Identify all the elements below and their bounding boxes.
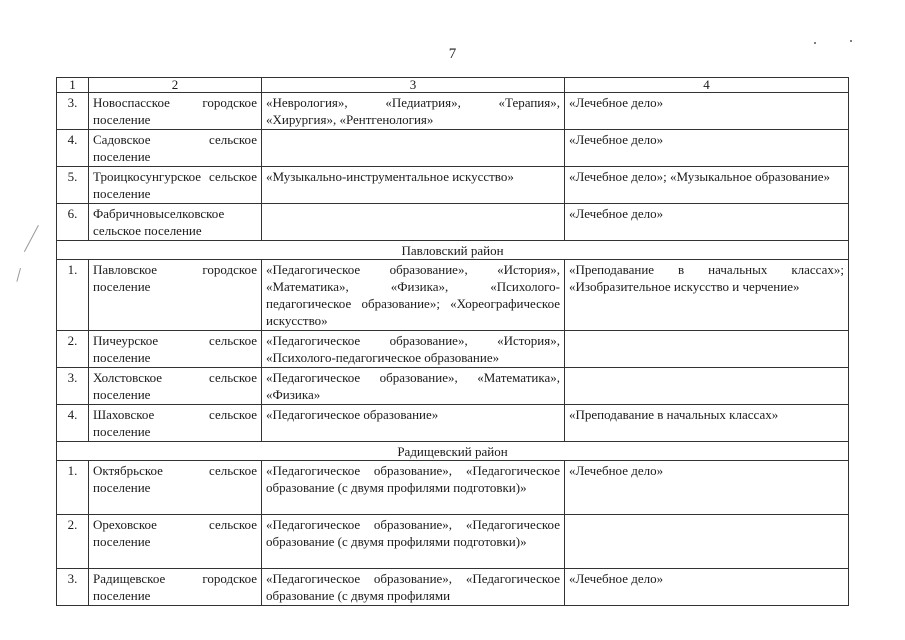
specialties-col4: «Лечебное дело»: [565, 130, 849, 167]
table-row: [57, 515, 849, 569]
settlement-name: Радищевское городское поселение: [89, 569, 262, 606]
row-number: 4.: [57, 130, 89, 167]
settlement-name: Троицкосунгурское сельское поселение: [89, 167, 262, 204]
specialties-col4: [565, 515, 849, 569]
specialties-col3: «Музыкально-инструментальное искусство»: [262, 167, 565, 204]
specialties-col4: «Лечебное дело»: [565, 93, 849, 130]
row-number: 4.: [57, 405, 89, 442]
specialties-col3: «Педагогическое образование», «Педагогическое образование (с двумя профилями подготовки)»: [262, 515, 565, 569]
table-row: [57, 569, 849, 606]
specialties-col3: «Педагогическое образование», «История», «Математика», «Физика», «Психолого-педагогическое образование»; «Хореографическое искусство»: [262, 260, 565, 331]
settlements-table: [56, 77, 849, 606]
column-header-2: 2: [89, 78, 262, 93]
table-body: [57, 78, 849, 606]
settlement-name: Холстовское сельское поселение: [89, 368, 262, 405]
table-row: [57, 204, 849, 241]
settlement-name: Октябрьское сельское поселение: [89, 461, 262, 515]
specialties-col4: «Преподавание в начальных классах»: [565, 405, 849, 442]
header-row: [57, 78, 849, 93]
settlement-name: Фабричновыселковское сельское поселение: [89, 204, 262, 241]
scan-speck: [814, 42, 816, 44]
table-row: [57, 260, 849, 331]
specialties-col4: «Лечебное дело»: [565, 461, 849, 515]
row-number: 6.: [57, 204, 89, 241]
table-row: [57, 93, 849, 130]
specialties-col3: «Педагогическое образование», «Математика», «Физика»: [262, 368, 565, 405]
table-row: [57, 167, 849, 204]
specialties-col3: «Педагогическое образование», «Педагогическое образование (с двумя профилями: [262, 569, 565, 606]
specialties-col4: [565, 331, 849, 368]
row-number: 3.: [57, 368, 89, 405]
district-row: [57, 442, 849, 461]
settlement-name: Ореховское сельское поселение: [89, 515, 262, 569]
row-number: 1.: [57, 260, 89, 331]
settlement-name: Пичеурское сельское поселение: [89, 331, 262, 368]
specialties-col4: «Лечебное дело»: [565, 569, 849, 606]
page-number: 7: [448, 46, 457, 62]
district-row: [57, 241, 849, 260]
district-heading: Павловский район: [57, 241, 849, 260]
specialties-col4: «Преподавание в начальных классах»; «Изобразительное искусство и черчение»: [565, 260, 849, 331]
scan-mark: [16, 268, 21, 282]
specialties-col3: [262, 204, 565, 241]
row-number: 1.: [57, 461, 89, 515]
table-row: [57, 130, 849, 167]
specialties-col3: «Педагогическое образование», «Педагогическое образование (с двумя профилями подготовки)»: [262, 461, 565, 515]
row-number: 3.: [57, 569, 89, 606]
column-header-1: 1: [57, 78, 89, 93]
column-header-4: 4: [565, 78, 849, 93]
specialties-col4: «Лечебное дело»: [565, 204, 849, 241]
specialties-col3: «Педагогическое образование», «История», «Психолого-педагогическое образование»: [262, 331, 565, 368]
settlement-name: Садовское сельское поселение: [89, 130, 262, 167]
table-row: [57, 331, 849, 368]
scan-speck: [850, 40, 852, 42]
settlement-name: Павловское городское поселение: [89, 260, 262, 331]
settlement-name: Новоспасское городское поселение: [89, 93, 262, 130]
specialties-col3: «Неврология», «Педиатрия», «Терапия», «Хирургия», «Рентгенология»: [262, 93, 565, 130]
specialties-col4: [565, 368, 849, 405]
table-row: [57, 461, 849, 515]
row-number: 5.: [57, 167, 89, 204]
district-heading: Радищевский район: [57, 442, 849, 461]
row-number: 2.: [57, 331, 89, 368]
specialties-col4: «Лечебное дело»; «Музыкальное образование»: [565, 167, 849, 204]
specialties-col3: «Педагогическое образование»: [262, 405, 565, 442]
row-number: 2.: [57, 515, 89, 569]
scan-mark: [24, 225, 39, 252]
row-number: 3.: [57, 93, 89, 130]
column-header-3: 3: [262, 78, 565, 93]
table-row: [57, 405, 849, 442]
settlement-name: Шаховское сельское поселение: [89, 405, 262, 442]
table-row: [57, 368, 849, 405]
specialties-col3: [262, 130, 565, 167]
